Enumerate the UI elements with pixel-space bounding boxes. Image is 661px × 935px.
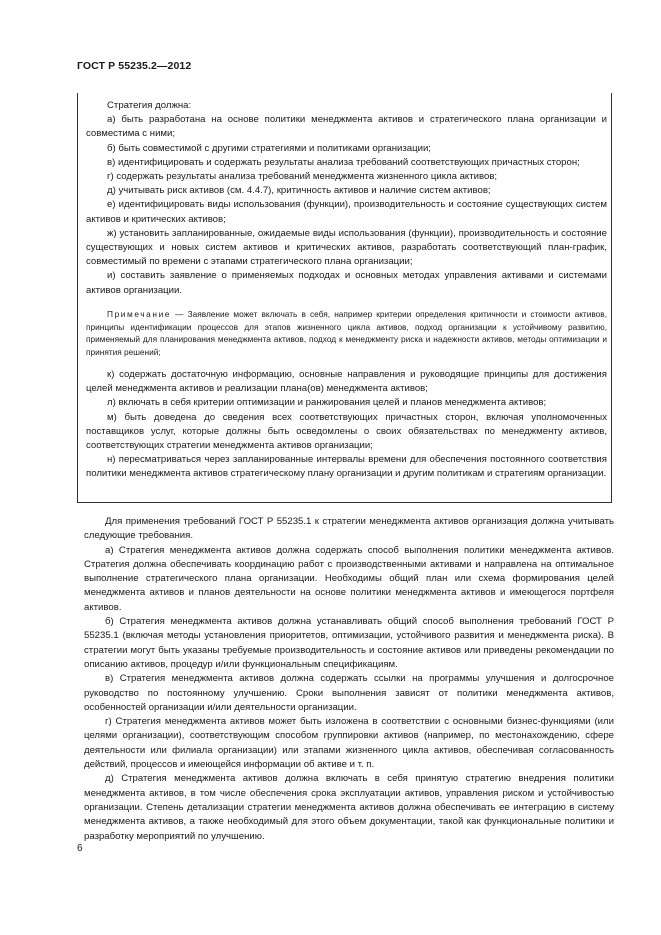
box-paragraph: к) содержать достаточную информацию, основные направления и руководящие принципы для достижения целей менеджмента активов и реализации плана(ов) менеджмента активов;	[86, 369, 607, 395]
body-paragraph: в) Стратегия менеджмента активов должна содержать ссылки на программы улучшения и долгосрочное руководство по постоянному улучшению. Сроки выполнения зависят от политики менеджмента активов, особенностей организации и/или деятельности организации.	[84, 673, 614, 713]
document-header: ГОСТ Р 55235.2—2012	[77, 60, 192, 72]
note-text: — Заявление может включать в себя, например критерии определения критичности и стоимости активов, принципы идентификации процессов для этапов жизненного цикла активов, подход организации к устойчивому развитию, применяемый для планирования менеджмента активов, подход к менеджменту риска и надежности активов, методы оптимизации и принятия решений;	[86, 308, 607, 358]
box-paragraph: л) включать в себя критерии оптимизации и ранжирования целей и планов менеджмента активов;	[107, 397, 547, 409]
page-number: 6	[77, 843, 83, 854]
box-paragraph: д) учитывать риск активов (см. 4.4.7), критичность активов и наличие систем активов;	[107, 185, 491, 197]
requirements-box	[77, 93, 612, 503]
body-text	[84, 515, 614, 844]
requirements-box-content	[86, 99, 607, 482]
box-paragraph: м) быть доведена до сведения всех соответствующих причастных сторон, включая уполномоченных поставщиков услуг, которые должны быть осведомлены о своих обязательствах по менеджменту активов, соответствующих стратегии менеджмента активов организации;	[86, 411, 607, 452]
box-paragraph: ж) установить запланированные, ожидаемые виды использования (функции), производительность и состояние существующих и новых систем активов и критических активов, разработать соответствующий план-график, совместимый по времени с этапами стратегического плана организации;	[86, 227, 607, 268]
body-paragraph: Для применения требований ГОСТ Р 55235.1 к стратегии менеджмента активов организация должна учитывать следующие требования.	[84, 516, 614, 542]
body-paragraph: а) Стратегия менеджмента активов должна содержать способ выполнения политики менеджмента активов. Стратегия должна обеспечивать координацию работ с производственными активами и направлена на оптимальное выполнение стратегического плана организации. Необходимы общий план или схема формирования целей менеджмента активов и планов деятельности на основе политики менеджмента активов и имеющегося портфеля активов.	[84, 544, 614, 613]
body-paragraph: д) Стратегия менеджмента активов должна включать в себя принятую стратегию внедрения политики менеджмента активов, в том числе обеспечения срока эксплуатации активов, управления риском и устойчивостью организации. Степень детализации стратегии менеджмента активов должна обеспечивать ее интеграцию в систему менеджмента активов, а также необходимый для этого объем документации, такой как функциональные политики и разработку мероприятий по улучшению.	[84, 773, 614, 842]
box-paragraph: г) содержать результаты анализа требований менеджмента жизненного цикла активов;	[107, 171, 498, 183]
body-paragraph: б) Стратегия менеджмента активов должна устанавливать общий способ выполнения требований ГОСТ Р 55235.1 (включая методы установления приоритетов, оптимизации, устойчивого развития и менеджмента риска). В стратегии могут быть указаны требуемые производительность и состояние активов или приведены рекомендации по описанию активов, процедур и/или функциональным спецификациям.	[84, 616, 614, 670]
box-paragraph: и) составить заявление о применяемых подходах и основных методах управления активами и системами активов организации.	[86, 270, 607, 296]
box-paragraph: Стратегия должна:	[107, 100, 192, 111]
body-paragraph: г) Стратегия менеджмента активов может быть изложена в соответствии с основными бизнес-функциями (или целями организации), соответствующим способом группировки активов (например, по местонахождению, сфере деятельности или филиала организации) или этапами жизненного цикла активов, обеспечивая согласованность действий, процессов и имеющейся информации об активе и т. п.	[84, 716, 614, 771]
note-label: Примечание	[107, 308, 172, 319]
note-paragraph	[86, 308, 607, 359]
box-paragraph: е) идентифицировать виды использования (функции), производительность и состояние существующих систем активов и критических активов;	[86, 199, 607, 225]
box-paragraph: н) пересматриваться через запланированные интервалы времени для обеспечения постоянного соответствия политики менеджмента активов стратегическому плану организации и другим политикам и стратегиям организации.	[86, 454, 607, 480]
box-paragraph: в) идентифицировать и содержать результаты анализа требований соответствующих причастных сторон;	[107, 156, 580, 168]
box-paragraph: б) быть совместимой с другими стратегиями и политиками организации;	[107, 142, 431, 154]
box-paragraph: а) быть разработана на основе политики менеджмента активов и стратегического плана организации и совместима с ними;	[86, 114, 607, 140]
